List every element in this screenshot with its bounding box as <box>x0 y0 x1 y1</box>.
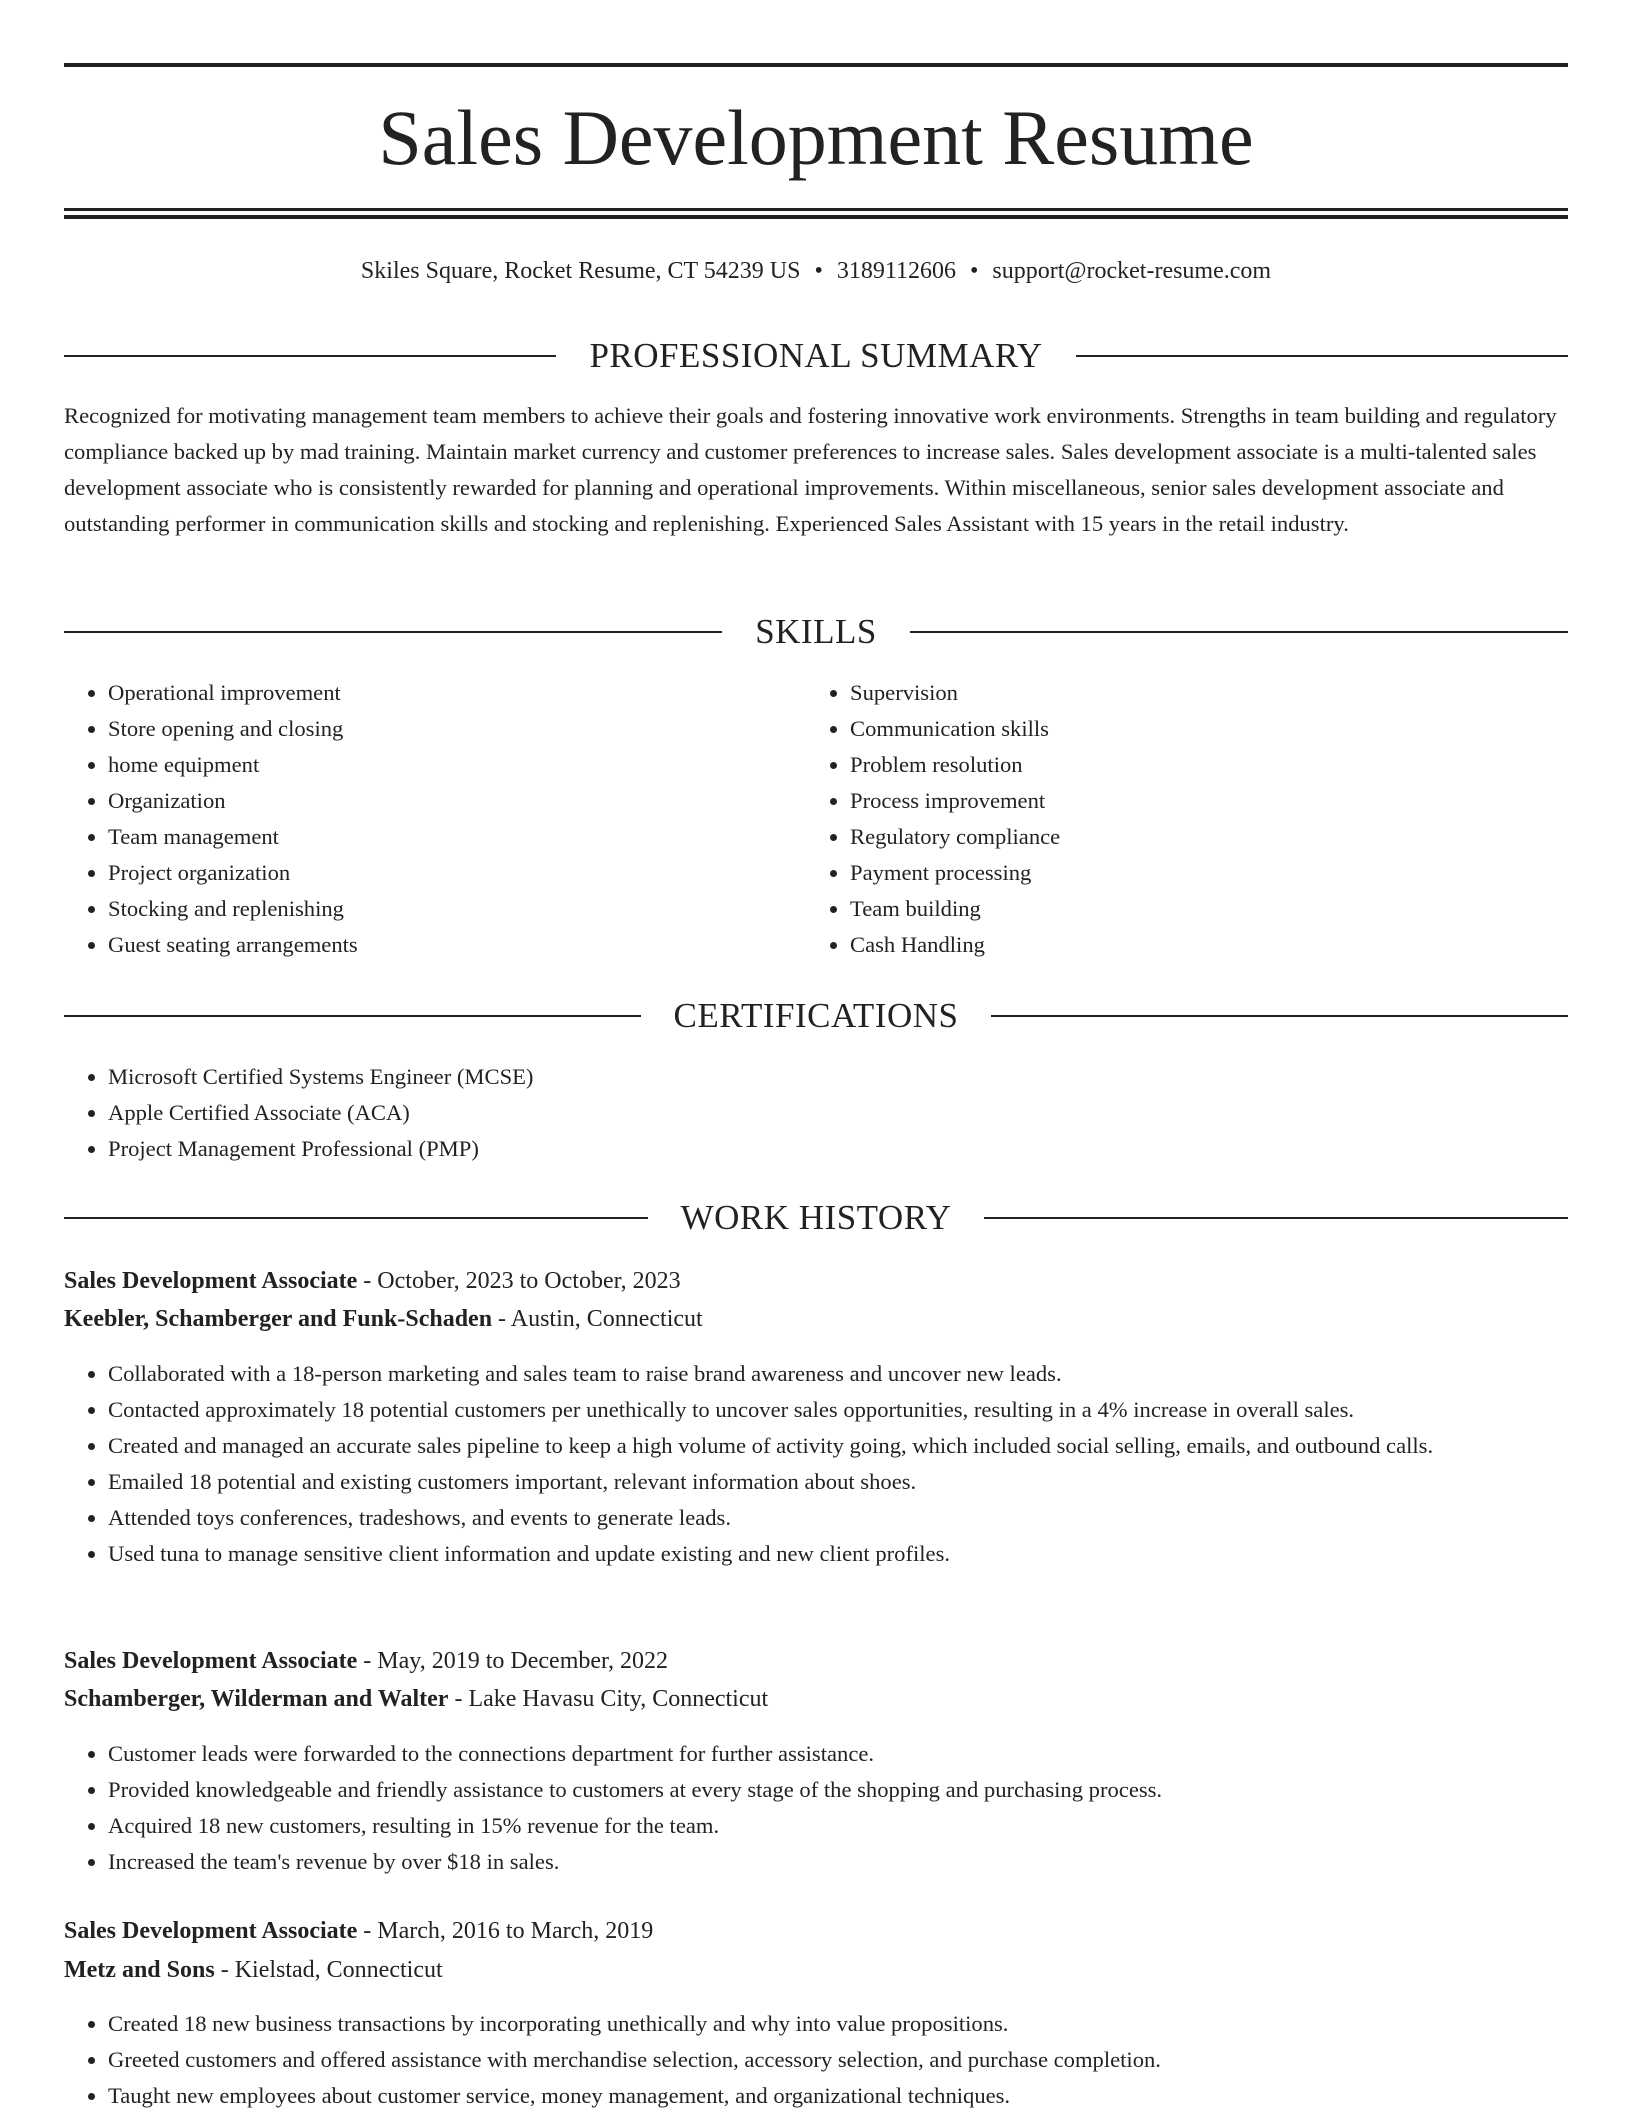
job-bullet: • Emailed 18 potential and existing customers important, relevant information about shoes. <box>108 1464 1568 1500</box>
certification-item: • Microsoft Certified Systems Engineer (MCSE) <box>108 1059 1568 1095</box>
section-title: CERTIFICATIONS <box>673 996 959 1035</box>
certification-item: • Project Management Professional (PMP) <box>108 1131 1568 1167</box>
job-company: Keebler, Schamberger and Funk-Schaden <box>64 1306 493 1332</box>
summary-text: Recognized for motivating management team members to achieve their goals and fostering innovative work environments. Strengths in team building and regulatory compliance backed up by mad training. Maintain market currency and customer preferences to increase sales. Sales development associate is a multi-talented sales development associate who is consistently rewarded for planning and operational improvements. Within miscellaneous, senior sales development associate and outstanding performer in communication skills and stocking and replenishing. Experienced Sales Assistant with 15 years in the retail industry. <box>64 403 1557 536</box>
job-bullet: • Attended toys conferences, tradeshows, and events to generate leads. <box>108 1500 1568 1536</box>
job-company: Metz and Sons <box>64 1957 215 1983</box>
skill-item: • Communication skills <box>850 711 1550 747</box>
job-company-line <box>64 1951 1568 1989</box>
job-location: Austin, Connecticut <box>510 1306 703 1332</box>
skill-item: • home equipment <box>108 747 808 783</box>
job-bullet: • Used tuna to manage sensitive client information and update existing and new client profiles. <box>108 1536 1568 1572</box>
skills-list-left <box>64 675 808 963</box>
job-bullet: • Collaborated with a 18-person marketing and sales team to raise brand awareness and uncover new leads. <box>108 1356 1568 1392</box>
skill-item: • Store opening and closing <box>108 711 808 747</box>
contact-email: support@rocket-resume.com <box>992 258 1272 284</box>
dash: - <box>220 1957 229 1983</box>
job-dates: March, 2016 to March, 2019 <box>377 1918 654 1944</box>
dash: - <box>498 1306 507 1332</box>
job-company-line <box>64 1300 1568 1338</box>
skill-item: • Process improvement <box>850 783 1550 819</box>
section-title: PROFESSIONAL SUMMARY <box>589 336 1043 375</box>
divider <box>991 1015 1568 1017</box>
job-bullets <box>64 2006 1568 2114</box>
dash: - <box>363 1918 372 1944</box>
skill-item: • Organization <box>108 783 808 819</box>
section-header-summary <box>64 334 1568 378</box>
job-dates: May, 2019 to December, 2022 <box>377 1648 669 1674</box>
page-title: Sales Development Resume <box>378 94 1254 181</box>
job-bullet: • Created 18 new business transactions by incorporating unethically and why into value propositions. <box>108 2006 1568 2042</box>
skill-item: • Problem resolution <box>850 747 1550 783</box>
contact-separator: • <box>814 258 823 284</box>
skill-item: • Cash Handling <box>850 927 1550 963</box>
title-rule-lower <box>64 215 1568 219</box>
contact-separator: • <box>969 258 979 284</box>
section-title: WORK HISTORY <box>680 1198 952 1237</box>
job-location: Lake Havasu City, Connecticut <box>468 1686 769 1712</box>
job-bullet: • Taught new employees about customer service, money management, and organizational techniques. <box>108 2078 1568 2114</box>
job-bullet: • Contacted approximately 18 potential customers per unethically to uncover sales opportunities, resulting in a 4% increase in overall sales. <box>108 1392 1568 1428</box>
job-bullet: • Greeted customers and offered assistance with merchandise selection, accessory selection, and purchase completion. <box>108 2042 1568 2078</box>
contact-phone: 3189112606 <box>836 258 956 284</box>
divider <box>64 1217 648 1219</box>
divider <box>1076 355 1568 357</box>
title-rule-upper <box>64 208 1568 211</box>
job-title: Sales Development Associate <box>64 1268 358 1294</box>
divider <box>984 1217 1568 1219</box>
skill-item: • Team management <box>108 819 808 855</box>
job-company: Schamberger, Wilderman and Walter <box>64 1686 449 1712</box>
job-title: Sales Development Associate <box>64 1648 358 1674</box>
divider <box>64 1015 641 1017</box>
job-bullet: • Provided knowledgeable and friendly assistance to customers at every stage of the shopping and purchasing process. <box>108 1772 1568 1808</box>
job-bullets <box>64 1356 1568 1572</box>
divider <box>910 631 1568 633</box>
skills-list-right <box>806 675 1550 963</box>
job-title-line <box>64 1912 1568 1950</box>
section-title: SKILLS <box>755 612 877 651</box>
skill-item: • Payment processing <box>850 855 1550 891</box>
skill-item: • Supervision <box>850 675 1550 711</box>
section-header-skills <box>64 610 1568 654</box>
divider <box>64 631 722 633</box>
skill-item: • Project organization <box>108 855 808 891</box>
section-header-work-history <box>64 1196 1568 1240</box>
skill-item: • Guest seating arrangements <box>108 927 808 963</box>
contact-line <box>64 254 1568 288</box>
job-bullet: • Created and managed an accurate sales pipeline to keep a high volume of activity going, which included social selling, emails, and outbound calls. <box>108 1428 1568 1464</box>
divider <box>64 355 556 357</box>
job-bullet: • Customer leads were forwarded to the connections department for further assistance. <box>108 1736 1568 1772</box>
job-bullets <box>64 1736 1568 1880</box>
dash: - <box>363 1648 372 1674</box>
certification-item: • Apple Certified Associate (ACA) <box>108 1095 1568 1131</box>
job-bullet: • Increased the team's revenue by over $18 in sales. <box>108 1844 1568 1880</box>
skill-item: • Regulatory compliance <box>850 819 1550 855</box>
job-location: Kielstad, Connecticut <box>234 1957 443 1983</box>
section-header-certifications <box>64 994 1568 1038</box>
contact-address: Skiles Square, Rocket Resume, CT 54239 US <box>360 258 801 284</box>
top-rule <box>64 63 1568 67</box>
job-title-line <box>64 1262 1568 1300</box>
job-dates: October, 2023 to October, 2023 <box>377 1268 681 1294</box>
skill-item: • Operational improvement <box>108 675 808 711</box>
skill-item: • Stocking and replenishing <box>108 891 808 927</box>
job-bullet: • Acquired 18 new customers, resulting in 15% revenue for the team. <box>108 1808 1568 1844</box>
job-title-line <box>64 1642 1568 1680</box>
job-company-line <box>64 1680 1568 1718</box>
skill-item: • Team building <box>850 891 1550 927</box>
dash: - <box>454 1686 463 1712</box>
certifications-list <box>64 1059 1568 1167</box>
job-title: Sales Development Associate <box>64 1918 358 1944</box>
dash: - <box>363 1268 372 1294</box>
